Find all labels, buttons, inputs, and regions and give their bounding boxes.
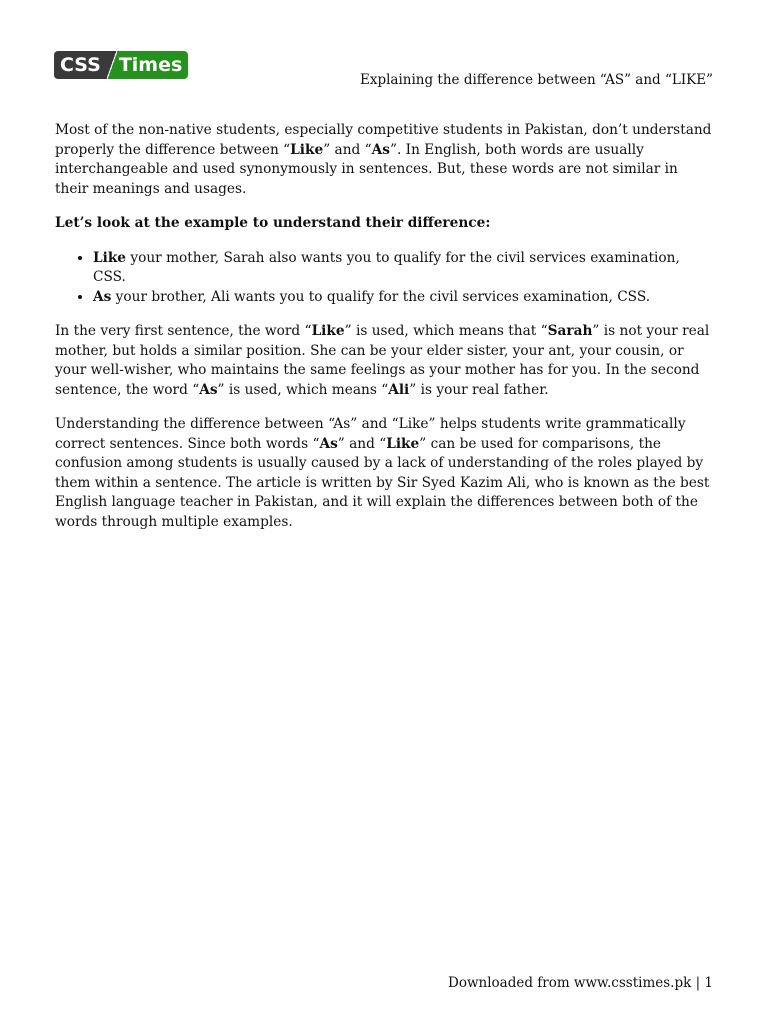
list-item	[93, 249, 715, 288]
explanation-bold-ali: Ali	[388, 381, 410, 398]
logo-slash-separator	[107, 51, 117, 79]
article-body	[55, 121, 715, 547]
page-footer: Downloaded from www.csstimes.pk | 1	[448, 975, 713, 991]
conclusion-paragraph	[55, 415, 715, 532]
explanation-paragraph	[55, 322, 715, 400]
explanation-text-3: ” is not your real mother, but holds a similar position. She can be your elder sister, your ant, your cousin, or your well-wisher, who maintains the same feelings as your mother has for you. In the second sentence, the word “	[55, 323, 710, 398]
intro-paragraph	[55, 121, 715, 199]
logo-times-text: Times	[117, 51, 188, 79]
conclusion-text-2: ” and “	[337, 435, 387, 452]
csstimes-logo	[54, 51, 188, 79]
explanation-text-1: In the very first sentence, the word “	[55, 323, 312, 339]
conclusion-text-1: Understanding the difference between “As” and “Like” helps students write grammatically correct sentences. Since both words “	[55, 416, 686, 452]
intro-bold-as: As	[371, 141, 390, 158]
explanation-text-2: ” is used, which means that “	[344, 323, 548, 339]
explanation-bold-like: Like	[311, 323, 345, 339]
intro-text-1: Most of the non-native students, especially competitive students in Pakistan, don’t understand properly the difference between “	[55, 122, 712, 158]
list-item-text: your brother, Ali wants you to qualify for the civil services examination, CSS.	[111, 288, 651, 305]
example-heading	[55, 214, 715, 234]
document-title: Explaining the difference between “AS” and “LIKE”	[360, 72, 713, 88]
example-heading-text: Let’s look at the example to understand their difference:	[55, 215, 491, 231]
intro-text-3: ”. In English, both words are usually interchangeable and used synonymously in sentences. But, these words are not similar in their meanings and usages.	[55, 141, 678, 197]
list-item	[93, 288, 715, 308]
conclusion-text-3: ” can be used for comparisons, the confusion among students is usually caused by a lack of understanding of the roles played by them within a sentence. The article is written by Sir Syed Kazim Ali, who is known as the best English language teacher in Pakistan, and it will explain the differences between both of the words through multiple examples.	[55, 435, 710, 530]
conclusion-bold-like: Like	[386, 435, 420, 452]
intro-text-2: ” and “	[323, 141, 372, 158]
explanation-bold-as: As	[199, 381, 218, 398]
example-list	[55, 249, 715, 308]
list-item-bold: As	[93, 288, 112, 305]
explanation-text-4: ” is used, which means “	[217, 381, 389, 398]
logo-css-text: CSS	[54, 51, 107, 79]
explanation-text-5: ” is your real father.	[409, 381, 549, 398]
explanation-bold-sarah: Sarah	[547, 323, 593, 339]
intro-bold-like: Like	[290, 141, 324, 158]
conclusion-bold-as: As	[319, 435, 338, 452]
list-item-bold: Like	[93, 249, 127, 266]
list-item-text: your mother, Sarah also wants you to qualify for the civil services examination, CSS.	[93, 249, 680, 285]
